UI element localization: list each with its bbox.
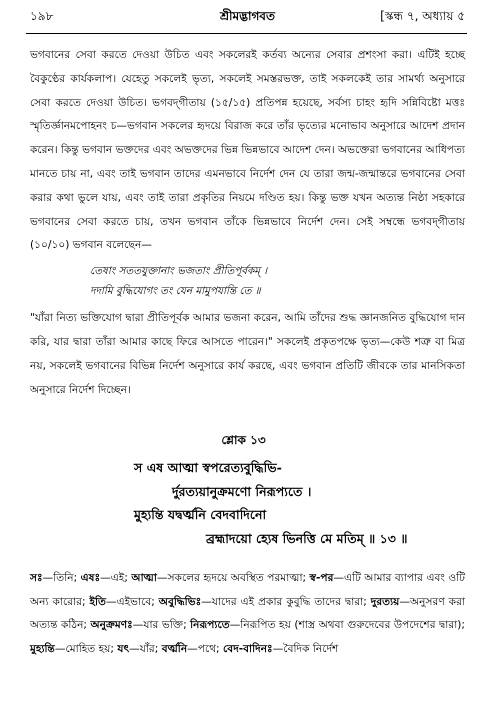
page-number: ১৯৮ bbox=[30, 9, 54, 23]
synonym-meaning: —এটি আমার ব্যাপার এবং ওটি অন্য কারোর; bbox=[30, 572, 465, 608]
synonym-word: এষঃ bbox=[80, 572, 101, 584]
synonym-word: নিরূপ্যতে bbox=[190, 619, 230, 632]
synonym-meaning: —তিনি; bbox=[42, 572, 81, 584]
synonym-word: সঃ bbox=[30, 572, 43, 584]
synonym-meaning: —এইভাবে; bbox=[106, 595, 159, 608]
synonym-word: অনুক্রমণঃ bbox=[90, 619, 133, 632]
header-rule bbox=[26, 33, 467, 34]
synonym-word: বর্ত্মনি bbox=[161, 642, 188, 655]
quote-line-1: তেষাং সততযুক্তানাং ভজতাং প্রীতিপূর্বকম্ । bbox=[90, 265, 268, 278]
verse-line-1: স এষ আত্মা স্বপরেত্যবুদ্ধিভি- bbox=[134, 460, 282, 475]
paragraph-2: "যাঁরা নিত্য ভক্তিযোগ দ্বারা প্রীতিপূর্বক আমার ভজনা করেন, আমি তাঁদের শুদ্ধ জ্ঞানজনিত বুদ্ধিযোগ দান করি, যার দ্বারা তাঁরা আমার কাছে ফিরে আসতে পারেন।" সকলেই প্রকৃতপক্ষে ভৃত্য—কেউ শত্রু বা মিত্র নয়, সকলেই ভগবানের বিভিন্ন নির্দেশ অনুসারে কার্য করছে, এবং ভগবান প্রতিটি জীবকে তার মানসিকতা অনুসারে নির্দেশ দিচ্ছেন। bbox=[30, 312, 465, 396]
synonym-word: স্ব-পর bbox=[309, 572, 334, 584]
quote-line-2: দদামি বুদ্ধিযোগং তং যেন মামুপযান্তি তে ॥ bbox=[90, 285, 261, 298]
purport-text bbox=[30, 44, 465, 402]
running-title: শ্রীমদ্ভাগবত bbox=[219, 9, 275, 23]
synonym-word: আত্মা bbox=[131, 572, 157, 584]
chapter-reference: [স্কন্ধ ৭, অধ্যায় ৫ bbox=[380, 9, 465, 23]
synonym-word: যৎ bbox=[117, 642, 130, 655]
synonyms bbox=[30, 567, 465, 661]
synonym-meaning: —যার ভক্তি; bbox=[132, 619, 191, 632]
page-header bbox=[30, 8, 465, 28]
synonym-word: দুরত্যয় bbox=[370, 595, 400, 608]
synonym-meaning: —পথে; bbox=[187, 642, 223, 655]
synonym-word: বেদ-বাদিনঃ bbox=[223, 642, 273, 655]
synonym-meaning: —বৈদিক নির্দেশ bbox=[272, 642, 339, 655]
verse-line-2: র্দুরত্যয়ানুক্রমণো নিরূপ্যতে । bbox=[172, 483, 312, 499]
synonym-meaning: —নিরূপিত হয় (শাস্ত্র অথবা গুরুদেবের উপদেশের দ্বারা); bbox=[229, 619, 465, 632]
gita-quote bbox=[90, 261, 465, 301]
synonym-word: ইতি bbox=[89, 595, 106, 608]
synonym-meaning: —যাদের এই প্রকার কুবুদ্ধি তাদের দ্বারা; bbox=[201, 595, 371, 608]
verse-line-3: মুহ্যন্তি যদ্বর্ত্মনি বেদবাদিনো bbox=[134, 507, 267, 522]
paragraph-1: ভগবানের সেবা করতে দেওয়া উচিত এবং সকলেরই কর্তব্য অন্যের সেবার প্রশংসা করা। এটিই হচ্ছে বৈকুণ্ঠের কার্যকলাপ। যেহেতু সকলেই ভৃত্য, সকলেই সমস্তরভক্ত, তাই সকলকেই তার সামর্থ্য অনুসারে সেবা করতে দেওয়া উচিত। ভগবদ্‌গীতায় (১৫/১৫) প্রতিপন্ন হয়েছে, সর্বস্য চাহং হৃদি সন্নিবিষ্টো মত্তঃ স্মৃতির্জ্ঞানমপোহনং চ—ভগবান সকলের হৃদয়ে বিরাজ করে তাঁর ভৃত্যের মনোভাব অনুসারে আদেশ প্রদান করেন। কিন্তু ভগবান ভক্তদের এবং অভক্তদের ভিন্ন ভিন্নভাবে আদেশ দেন। অভক্তেরা ভগবানের আধিপত্য মানতে চায় না, এবং তাই ভগবান তাদের এমনভাবে নির্দেশ দেন যে তারা জন্ম-জন্মান্তরে ভগবানের সেবা করার কথা ভুলে যায়, এবং তাই তারা প্রকৃতির নিয়মে দণ্ডিত হয়। কিন্তু ভক্ত যখন অত্যন্ত নিষ্ঠা সহকারে ভগবানের সেবা করতে চায়, তখন ভগবান তাঁকে ভিন্নভাবে নির্দেশ দেন। সেই সম্বন্ধে ভগবদ্‌গীতায় (১০/১০) ভগবান বলেছেন— bbox=[30, 49, 465, 252]
verse-line-4: ব্রহ্মাদয়ো হ্যেষ ভিনত্তি মে মতিম্ ॥ ১৩ ॥ bbox=[206, 530, 408, 546]
synonym-meaning: —যাঁর; bbox=[129, 642, 162, 655]
synonym-meaning: —এই; bbox=[100, 572, 132, 584]
synonym-word: মুহ্যন্তি bbox=[30, 642, 55, 655]
synonym-word: অবুদ্ধিভিঃ bbox=[158, 595, 202, 608]
synonym-meaning: —সকলের হৃদয়ে অবস্থিত পরমাত্মা; bbox=[156, 572, 310, 584]
verse-label: শ্লোক ১৩ bbox=[221, 433, 266, 447]
synonym-meaning: —মোহিত হয়; bbox=[54, 642, 118, 655]
verse-text bbox=[134, 456, 407, 550]
synonym-meaning: —অনুসরণ করা অত্যন্ত কঠিন; bbox=[30, 595, 465, 632]
